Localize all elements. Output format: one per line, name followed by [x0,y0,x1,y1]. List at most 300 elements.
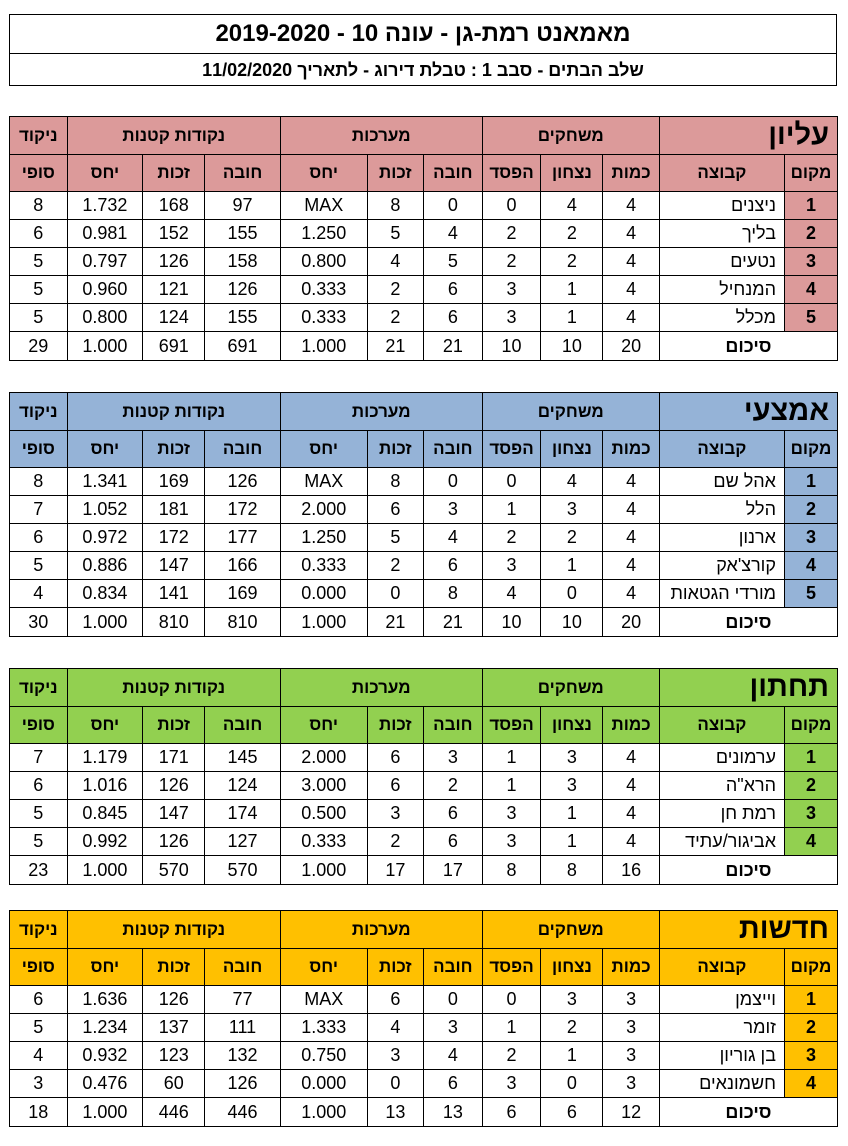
col-subheader-points-against: חובה [205,155,281,192]
cell-against: 0 [424,468,483,496]
cell-final-score: 5 [10,304,68,332]
cell-points-for: 126 [143,986,205,1014]
cell-team: וייצמן [659,986,784,1014]
cell-points-against: 177 [205,524,281,552]
total-played: 16 [603,856,659,885]
cell-won: 0 [541,580,603,608]
col-header-games: משחקים [482,911,659,949]
table-row [10,192,838,220]
cell-points-for: 137 [143,1014,205,1042]
col-subheader-rank: מקום [785,949,838,986]
cell-points-ratio: 0.981 [67,220,143,248]
cell-won: 3 [541,772,603,800]
total-points-for: 691 [143,332,205,361]
cell-for: 4 [367,1014,423,1042]
cell-rank: 1 [785,744,838,772]
cell-for: 2 [367,276,423,304]
cell-ratio: 0.000 [280,580,367,608]
cell-against: 5 [424,248,483,276]
cell-points-against: 97 [205,192,281,220]
cell-points-for: 126 [143,772,205,800]
cell-final-score: 5 [10,1014,68,1042]
cell-rank: 3 [784,524,837,552]
col-subheader-against: חובה [424,949,483,986]
cell-played: 4 [603,220,659,248]
col-subheader-for: זכות [367,431,423,468]
cell-won: 2 [541,220,603,248]
cell-lost: 3 [482,828,541,856]
cell-lost: 4 [482,580,541,608]
total-final-score: 23 [10,856,68,885]
cell-team: בליך [659,220,784,248]
cell-against: 6 [424,1070,483,1098]
col-subheader-points-against: חובה [205,707,281,744]
total-for: 17 [367,856,423,885]
cell-points-ratio: 1.234 [67,1014,143,1042]
col-header-points: נקודות קטנות [67,911,280,949]
totals-label: סיכום [659,608,837,637]
league-table [9,668,838,885]
cell-against: 6 [424,800,483,828]
cell-against: 0 [424,986,483,1014]
cell-won: 3 [541,496,603,524]
cell-points-for: 181 [143,496,205,524]
cell-lost: 0 [482,192,541,220]
col-subheader-played: כמות [603,431,659,468]
table-row [10,468,838,496]
cell-for: 6 [367,772,423,800]
total-lost: 10 [482,332,541,361]
col-subheader-for: זכות [367,707,423,744]
cell-ratio: 0.000 [280,1070,367,1098]
cell-won: 1 [541,1042,603,1070]
col-subheader-played: כמות [603,707,659,744]
table-row [10,1014,838,1042]
total-ratio: 1.000 [280,1098,367,1127]
cell-lost: 3 [482,800,541,828]
cell-team: בן גוריון [659,1042,784,1070]
cell-won: 2 [541,1014,603,1042]
cell-ratio: MAX [280,468,367,496]
cell-ratio: 0.333 [280,552,367,580]
cell-rank: 5 [785,304,838,332]
cell-played: 4 [603,248,659,276]
cell-points-ratio: 0.960 [67,276,143,304]
col-subheader-lost: הפסד [482,155,541,192]
col-subheader-points-for: זכות [143,431,205,468]
total-for: 21 [367,332,423,361]
col-subheader-rank: מקום [784,431,837,468]
cell-against: 4 [424,524,483,552]
cell-lost: 0 [482,986,541,1014]
cell-points-ratio: 0.886 [67,552,143,580]
col-subheader-won: נצחון [541,707,603,744]
cell-for: 8 [367,468,423,496]
cell-rank: 3 [785,248,838,276]
col-subheader-team: קבוצה [659,707,784,744]
cell-points-for: 124 [143,304,205,332]
total-won: 10 [541,332,603,361]
cell-won: 3 [541,986,603,1014]
cell-played: 4 [603,524,659,552]
col-header-games: משחקים [482,393,659,431]
cell-for: 8 [367,192,423,220]
col-subheader-points-against: חובה [205,431,281,468]
cell-ratio: 1.333 [280,1014,367,1042]
cell-against: 0 [424,192,483,220]
col-subheader-team: קבוצה [659,949,784,986]
cell-points-for: 121 [143,276,205,304]
cell-played: 3 [603,1014,659,1042]
table-row [10,772,838,800]
cell-played: 4 [603,580,659,608]
total-ratio: 1.000 [280,856,367,885]
total-final-score: 18 [10,1098,68,1127]
cell-final-score: 5 [10,552,68,580]
cell-against: 3 [424,744,483,772]
col-subheader-for: זכות [367,155,423,192]
cell-points-ratio: 0.834 [67,580,143,608]
table-row [10,1042,838,1070]
cell-won: 0 [541,1070,603,1098]
cell-final-score: 7 [10,744,68,772]
cell-played: 4 [603,468,659,496]
cell-lost: 3 [482,1070,541,1098]
col-subheader-ratio: יחס [280,155,367,192]
cell-ratio: 0.750 [280,1042,367,1070]
total-points-ratio: 1.000 [67,1098,143,1127]
total-points-ratio: 1.000 [67,332,143,361]
cell-points-ratio: 1.052 [67,496,143,524]
cell-rank: 2 [785,220,838,248]
cell-played: 4 [603,800,659,828]
cell-ratio: 3.000 [280,772,367,800]
cell-lost: 1 [482,772,541,800]
col-subheader-final-score: סופי [10,707,68,744]
league-name: חדשות [659,911,837,949]
total-for: 13 [367,1098,423,1127]
cell-against: 6 [424,304,483,332]
totals-row [10,332,838,361]
cell-points-for: 60 [143,1070,205,1098]
col-subheader-rank: מקום [785,155,838,192]
cell-points-for: 169 [143,468,205,496]
cell-against: 2 [424,772,483,800]
col-subheader-played: כמות [603,949,659,986]
col-subheader-team: קבוצה [659,155,784,192]
totals-label: סיכום [659,856,837,885]
total-points-against: 446 [205,1098,281,1127]
league-name: עליון [659,117,837,155]
cell-played: 4 [603,744,659,772]
total-lost: 10 [482,608,541,637]
cell-team: ארנון [659,524,784,552]
table-row [10,986,838,1014]
cell-points-against: 145 [205,744,281,772]
col-subheader-won: נצחון [541,949,603,986]
cell-for: 6 [367,986,423,1014]
cell-points-ratio: 0.476 [67,1070,143,1098]
cell-points-ratio: 0.800 [67,304,143,332]
cell-against: 8 [424,580,483,608]
cell-for: 5 [367,220,423,248]
cell-team: אהל שם [659,468,784,496]
col-subheader-points-for: זכות [143,949,205,986]
totals-row [10,856,838,885]
cell-ratio: 0.333 [280,828,367,856]
col-header-sets: מערכות [280,911,482,949]
cell-rank: 4 [785,276,838,304]
col-subheader-for: זכות [367,949,423,986]
total-lost: 6 [482,1098,541,1127]
table-row [10,1070,838,1098]
col-subheader-points-for: זכות [143,155,205,192]
total-won: 8 [541,856,603,885]
cell-final-score: 5 [10,276,68,304]
col-subheader-won: נצחון [541,431,603,468]
cell-team: מורדי הגטאות [659,580,784,608]
league-name: אמצעי [659,393,837,431]
cell-points-for: 168 [143,192,205,220]
cell-ratio: 0.800 [280,248,367,276]
cell-points-for: 147 [143,800,205,828]
col-subheader-final-score: סופי [10,431,68,468]
cell-lost: 2 [482,1042,541,1070]
total-ratio: 1.000 [280,608,367,637]
cell-team: אביגור/עתיד [659,828,784,856]
cell-points-for: 152 [143,220,205,248]
table-row [10,248,838,276]
cell-won: 1 [541,276,603,304]
col-subheader-points-against: חובה [205,949,281,986]
cell-points-against: 132 [205,1042,281,1070]
cell-final-score: 8 [10,192,68,220]
cell-lost: 2 [482,524,541,552]
cell-rank: 4 [785,828,838,856]
total-played: 20 [603,332,659,361]
report-title: מאמאנט רמת-גן - עונה 10 - 2019-2020 [10,15,836,54]
cell-rank: 5 [784,580,837,608]
cell-against: 6 [424,276,483,304]
cell-won: 4 [541,192,603,220]
cell-lost: 0 [482,468,541,496]
cell-points-against: 172 [205,496,281,524]
cell-played: 4 [603,828,659,856]
total-played: 12 [603,1098,659,1127]
table-row [10,276,838,304]
cell-for: 4 [367,248,423,276]
cell-points-ratio: 1.636 [67,986,143,1014]
cell-rank: 4 [784,552,837,580]
cell-points-ratio: 1.179 [67,744,143,772]
table-row [10,828,838,856]
cell-rank: 3 [785,800,838,828]
col-subheader-points-ratio: יחס [67,707,143,744]
table-row [10,304,838,332]
cell-points-ratio: 0.992 [67,828,143,856]
cell-won: 3 [541,744,603,772]
cell-lost: 2 [482,248,541,276]
total-points-against: 810 [205,608,281,637]
cell-lost: 3 [482,276,541,304]
total-won: 6 [541,1098,603,1127]
cell-lost: 2 [482,220,541,248]
cell-team: מכלל [659,304,784,332]
cell-ratio: 0.333 [280,276,367,304]
cell-points-ratio: 1.732 [67,192,143,220]
cell-ratio: 0.500 [280,800,367,828]
cell-for: 0 [367,1070,423,1098]
cell-won: 1 [541,304,603,332]
total-against: 13 [424,1098,483,1127]
cell-final-score: 5 [10,800,68,828]
cell-rank: 1 [785,192,838,220]
col-subheader-against: חובה [424,155,483,192]
total-points-against: 691 [205,332,281,361]
cell-points-for: 141 [143,580,205,608]
cell-points-for: 171 [143,744,205,772]
cell-points-ratio: 1.341 [67,468,143,496]
cell-points-ratio: 0.932 [67,1042,143,1070]
cell-ratio: 0.333 [280,304,367,332]
league-table [9,116,838,361]
cell-final-score: 4 [10,580,68,608]
cell-final-score: 6 [10,986,68,1014]
cell-points-against: 126 [205,1070,281,1098]
total-points-for: 446 [143,1098,205,1127]
cell-ratio: 2.000 [280,744,367,772]
col-header-games: משחקים [482,117,659,155]
total-played: 20 [603,608,659,637]
cell-against: 6 [424,552,483,580]
cell-against: 6 [424,828,483,856]
total-points-ratio: 1.000 [67,608,143,637]
cell-final-score: 8 [10,468,68,496]
cell-team: זומר [659,1014,784,1042]
col-header-sets: מערכות [280,669,482,707]
total-points-ratio: 1.000 [67,856,143,885]
cell-for: 2 [367,304,423,332]
table-row [10,220,838,248]
cell-points-against: 166 [205,552,281,580]
cell-points-against: 158 [205,248,281,276]
col-header-points: נקודות קטנות [67,669,280,707]
cell-points-ratio: 0.845 [67,800,143,828]
total-against: 17 [424,856,483,885]
cell-played: 3 [603,1042,659,1070]
cell-points-against: 155 [205,220,281,248]
cell-points-against: 155 [205,304,281,332]
col-subheader-against: חובה [424,707,483,744]
cell-final-score: 4 [10,1042,68,1070]
col-subheader-ratio: יחס [280,707,367,744]
table-row [10,800,838,828]
cell-for: 0 [367,580,423,608]
cell-points-against: 124 [205,772,281,800]
totals-row [10,1098,838,1127]
cell-team: ניצנים [659,192,784,220]
total-final-score: 30 [10,608,68,637]
cell-lost: 3 [482,552,541,580]
col-subheader-points-ratio: יחס [67,155,143,192]
cell-for: 2 [367,828,423,856]
cell-against: 4 [424,1042,483,1070]
cell-team: קורצ'אק [659,552,784,580]
cell-points-for: 126 [143,248,205,276]
col-subheader-rank: מקום [785,707,838,744]
col-subheader-final-score: סופי [10,949,68,986]
total-lost: 8 [482,856,541,885]
total-ratio: 1.000 [280,332,367,361]
total-points-against: 570 [205,856,281,885]
cell-won: 1 [541,828,603,856]
cell-played: 4 [603,276,659,304]
cell-points-ratio: 0.797 [67,248,143,276]
col-subheader-ratio: יחס [280,949,367,986]
table-row [10,744,838,772]
cell-team: המנחיל [659,276,784,304]
cell-final-score: 5 [10,248,68,276]
table-row [10,496,838,524]
totals-label: סיכום [659,1098,837,1127]
cell-for: 3 [367,800,423,828]
col-subheader-points-for: זכות [143,707,205,744]
cell-final-score: 5 [10,828,68,856]
cell-played: 3 [603,1070,659,1098]
total-points-for: 810 [143,608,205,637]
cell-points-against: 127 [205,828,281,856]
col-subheader-lost: הפסד [482,949,541,986]
col-header-score: ניקוד [10,911,68,949]
league-table [9,392,838,637]
cell-for: 3 [367,1042,423,1070]
cell-for: 2 [367,552,423,580]
cell-lost: 1 [482,496,541,524]
cell-against: 3 [424,1014,483,1042]
cell-played: 3 [603,986,659,1014]
cell-points-ratio: 1.016 [67,772,143,800]
cell-points-for: 172 [143,524,205,552]
cell-team: חשמונאים [659,1070,784,1098]
cell-points-against: 174 [205,800,281,828]
cell-played: 4 [603,192,659,220]
cell-final-score: 3 [10,1070,68,1098]
table-row [10,524,838,552]
cell-points-for: 123 [143,1042,205,1070]
cell-rank: 1 [784,468,837,496]
cell-ratio: 2.000 [280,496,367,524]
cell-team: הלל [659,496,784,524]
col-subheader-lost: הפסד [482,707,541,744]
cell-for: 6 [367,744,423,772]
col-header-score: ניקוד [10,117,68,155]
cell-points-for: 126 [143,828,205,856]
col-header-points: נקודות קטנות [67,393,280,431]
col-subheader-points-ratio: יחס [67,431,143,468]
table-row [10,552,838,580]
cell-team: ערמונים [659,744,784,772]
cell-rank: 4 [785,1070,838,1098]
cell-points-against: 111 [205,1014,281,1042]
col-header-sets: מערכות [280,393,482,431]
cell-for: 6 [367,496,423,524]
total-final-score: 29 [10,332,68,361]
cell-team: נטעים [659,248,784,276]
col-header-points: נקודות קטנות [67,117,280,155]
col-header-score: ניקוד [10,669,68,707]
total-against: 21 [424,608,483,637]
cell-played: 4 [603,552,659,580]
